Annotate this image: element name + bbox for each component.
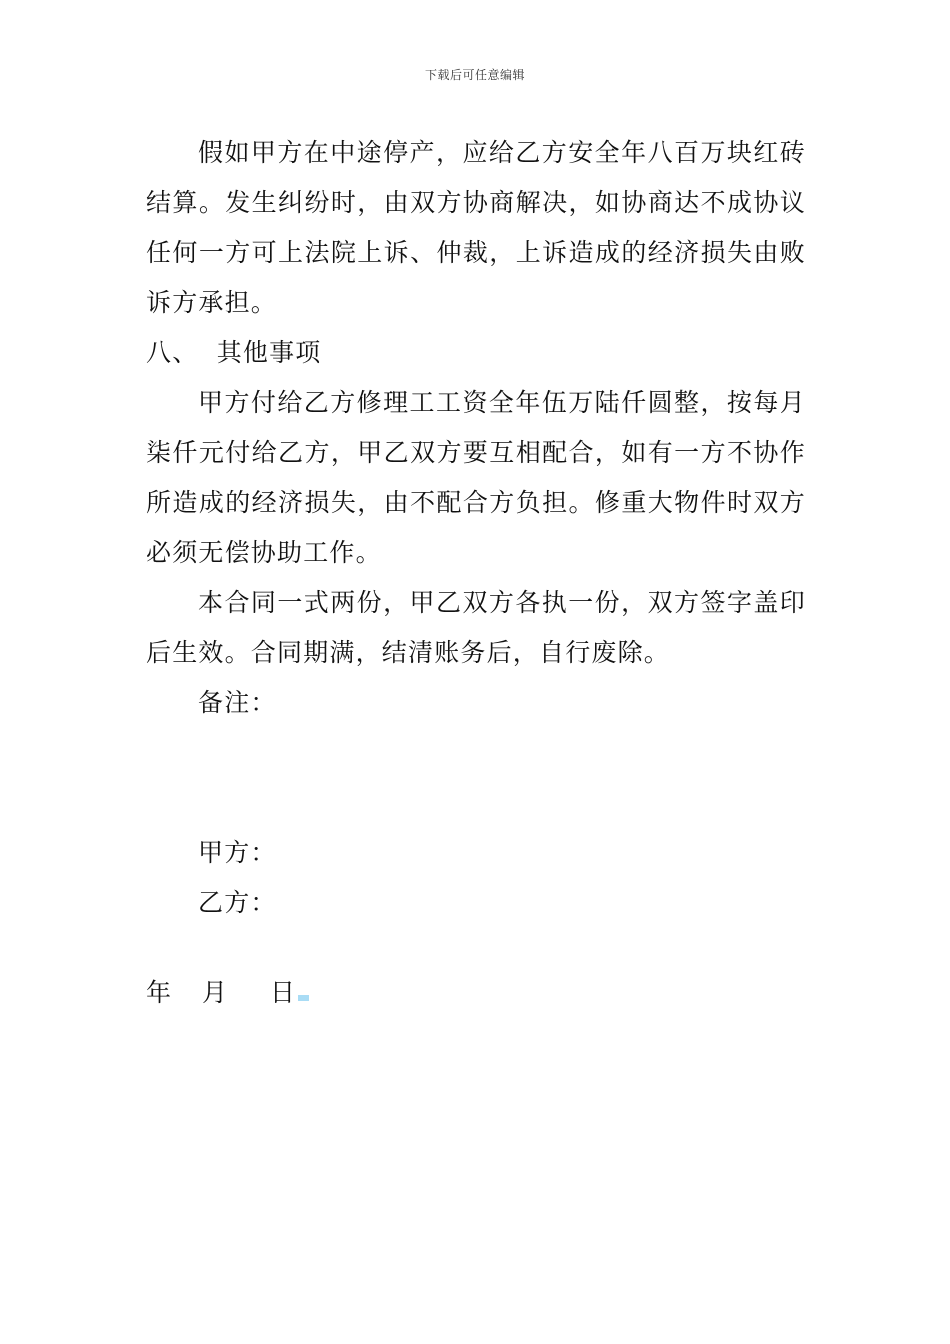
page-header: 下载后可任意编辑 <box>424 68 525 82</box>
date-month-label: 月 <box>202 978 229 1007</box>
date-day-label: 日 <box>270 978 297 1007</box>
remarks-label: 备注： <box>198 688 277 717</box>
date-line <box>146 968 806 1018</box>
paragraph-repair-wages: 甲方付给乙方修理工工资全年伍万陆仟圆整，按每月柒仟元付给乙方，甲乙双方要互相配合，如有一方不协作所造成的经济损失，由不配合方负担。修重大物件时双方必须无偿协助工作。 <box>146 388 806 567</box>
section-heading-other-matters: 八、 其他事项 <box>146 338 322 367</box>
document-body <box>146 128 806 1018</box>
paragraph-contract-copies: 本合同一式两份，甲乙双方各执一份，双方签字盖印后生效。合同期满，结清账务后，自行废除。 <box>146 588 806 667</box>
date-year-label: 年 <box>146 978 173 1007</box>
remarks-blank-space <box>146 728 806 828</box>
party-a-signature-label: 甲方： <box>198 838 277 867</box>
party-b-signature-label: 乙方： <box>198 888 277 917</box>
signature-blank-space <box>146 928 806 968</box>
text-cursor-highlight <box>298 995 309 1001</box>
paragraph-shutdown-clause: 假如甲方在中途停产，应给乙方安全年八百万块红砖结算。发生纠纷时，由双方协商解决，如协商达不成协议任何一方可上法院上诉、仲裁，上诉造成的经济损失由败诉方承担。 <box>146 138 806 317</box>
